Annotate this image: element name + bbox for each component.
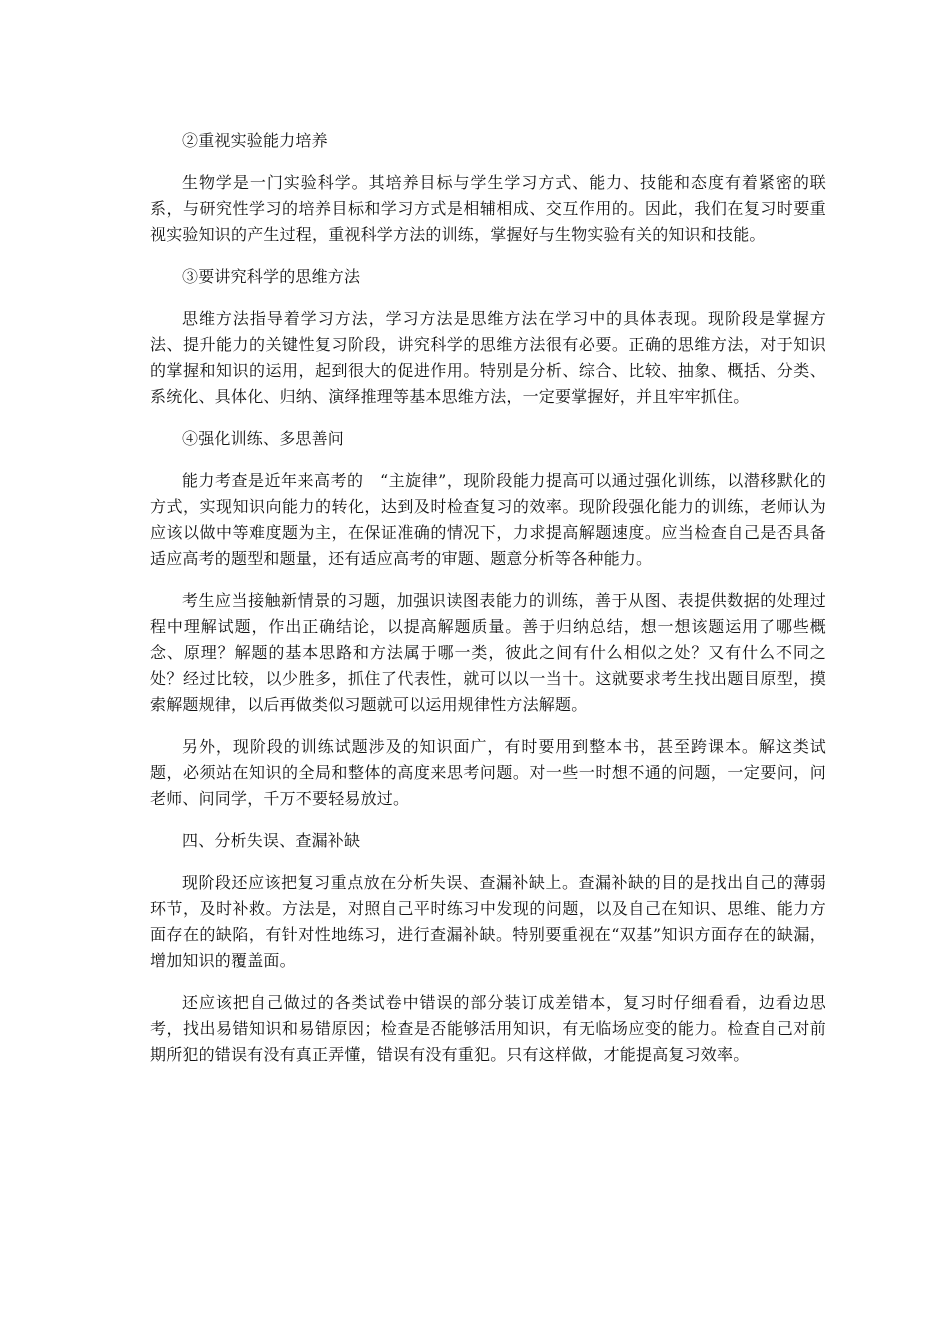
document-page — [150, 128, 826, 1084]
section-heading-training: ④强化训练、多思善问 — [182, 429, 345, 448]
paragraph-thinking-method: 思维方法指导着学习方法，学习方法是思维方法在学习中的具体表现。现阶段是掌握方法、提升能力的关键性复习阶段，讲究科学的思维方法很有必要。正确的思维方法，对于知识的掌握和知识的运用，起到很大的促进作用。特别是分析、综合、比较、抽象、概括、分类、系统化、具体化、归纳、演绎推理等基本思维方法，一定要掌握好，并且牢牢抓住。 — [150, 309, 826, 406]
paragraph-training-2: 考生应当接触新情景的习题，加强识读图表能力的训练，善于从图、表提供数据的处理过程中理解试题，作出正确结论，以提高解题质量。善于归纳总结，想一想该题运用了哪些概念、原理？解题的基本思路和方法属于哪一类，彼此之间有什么相似之处？又有什么不同之处？经过比较，以少胜多，抓住了代表性，就可以以一当十。这就要求考生找出题目原型，摸索解题规律，以后再做类似习题就可以运用规律性方法解题。 — [150, 591, 826, 714]
paragraph-error-analysis-2: 还应该把自己做过的各类试卷中错误的部分装订成差错本，复习时仔细看看，边看边思考，找出易错知识和易错原因；检查是否能够活用知识，有无临场应变的能力。检查自己对前期所犯的错误有没有真正弄懂，错误有没有重犯。只有这样做，才能提高复习效率。 — [150, 993, 826, 1064]
section-heading-thinking-method: ③要讲究科学的思维方法 — [182, 267, 361, 286]
paragraph-training-3: 另外，现阶段的训练试题涉及的知识面广，有时要用到整本书，甚至跨课本。解这类试题，必须站在知识的全局和整体的高度来思考问题。对一些一时想不通的问题，一定要问，问老师、问同学，千万不要轻易放过。 — [150, 737, 826, 808]
paragraph-error-analysis-1: 现阶段还应该把复习重点放在分析失误、查漏补缺上。查漏补缺的目的是找出自己的薄弱环节，及时补救。方法是，对照自己平时练习中发现的问题，以及自己在知识、思维、能力方面存在的缺陷，有针对性地练习，进行查漏补缺。特别要重视在“双基”知识方面存在的缺漏，增加知识的覆盖面。 — [150, 873, 826, 970]
paragraph-experiment: 生物学是一门实验科学。其培养目标与学生学习方式、能力、技能和态度有着紧密的联系，与研究性学习的培养目标和学习方式是相辅相成、交互作用的。因此，我们在复习时要重视实验知识的产生过程，重视科学方法的训练，掌握好与生物实验有关的知识和技能。 — [150, 173, 826, 244]
paragraph-training-1: 能力考查是近年来高考的 “主旋律”，现阶段能力提高可以通过强化训练，以潜移默化的方式，实现知识向能力的转化，达到及时检查复习的效率。现阶段强化能力的训练，老师认为应该以做中等难度题为主，在保证准确的情况下，力求提高解题速度。应当检查自己是否具备适应高考的题型和题量，还有适应高考的审题、题意分析等各种能力。 — [150, 471, 826, 568]
section-heading-error-analysis: 四、分析失误、查漏补缺 — [182, 831, 361, 850]
section-heading-experiment: ②重视实验能力培养 — [182, 131, 328, 150]
